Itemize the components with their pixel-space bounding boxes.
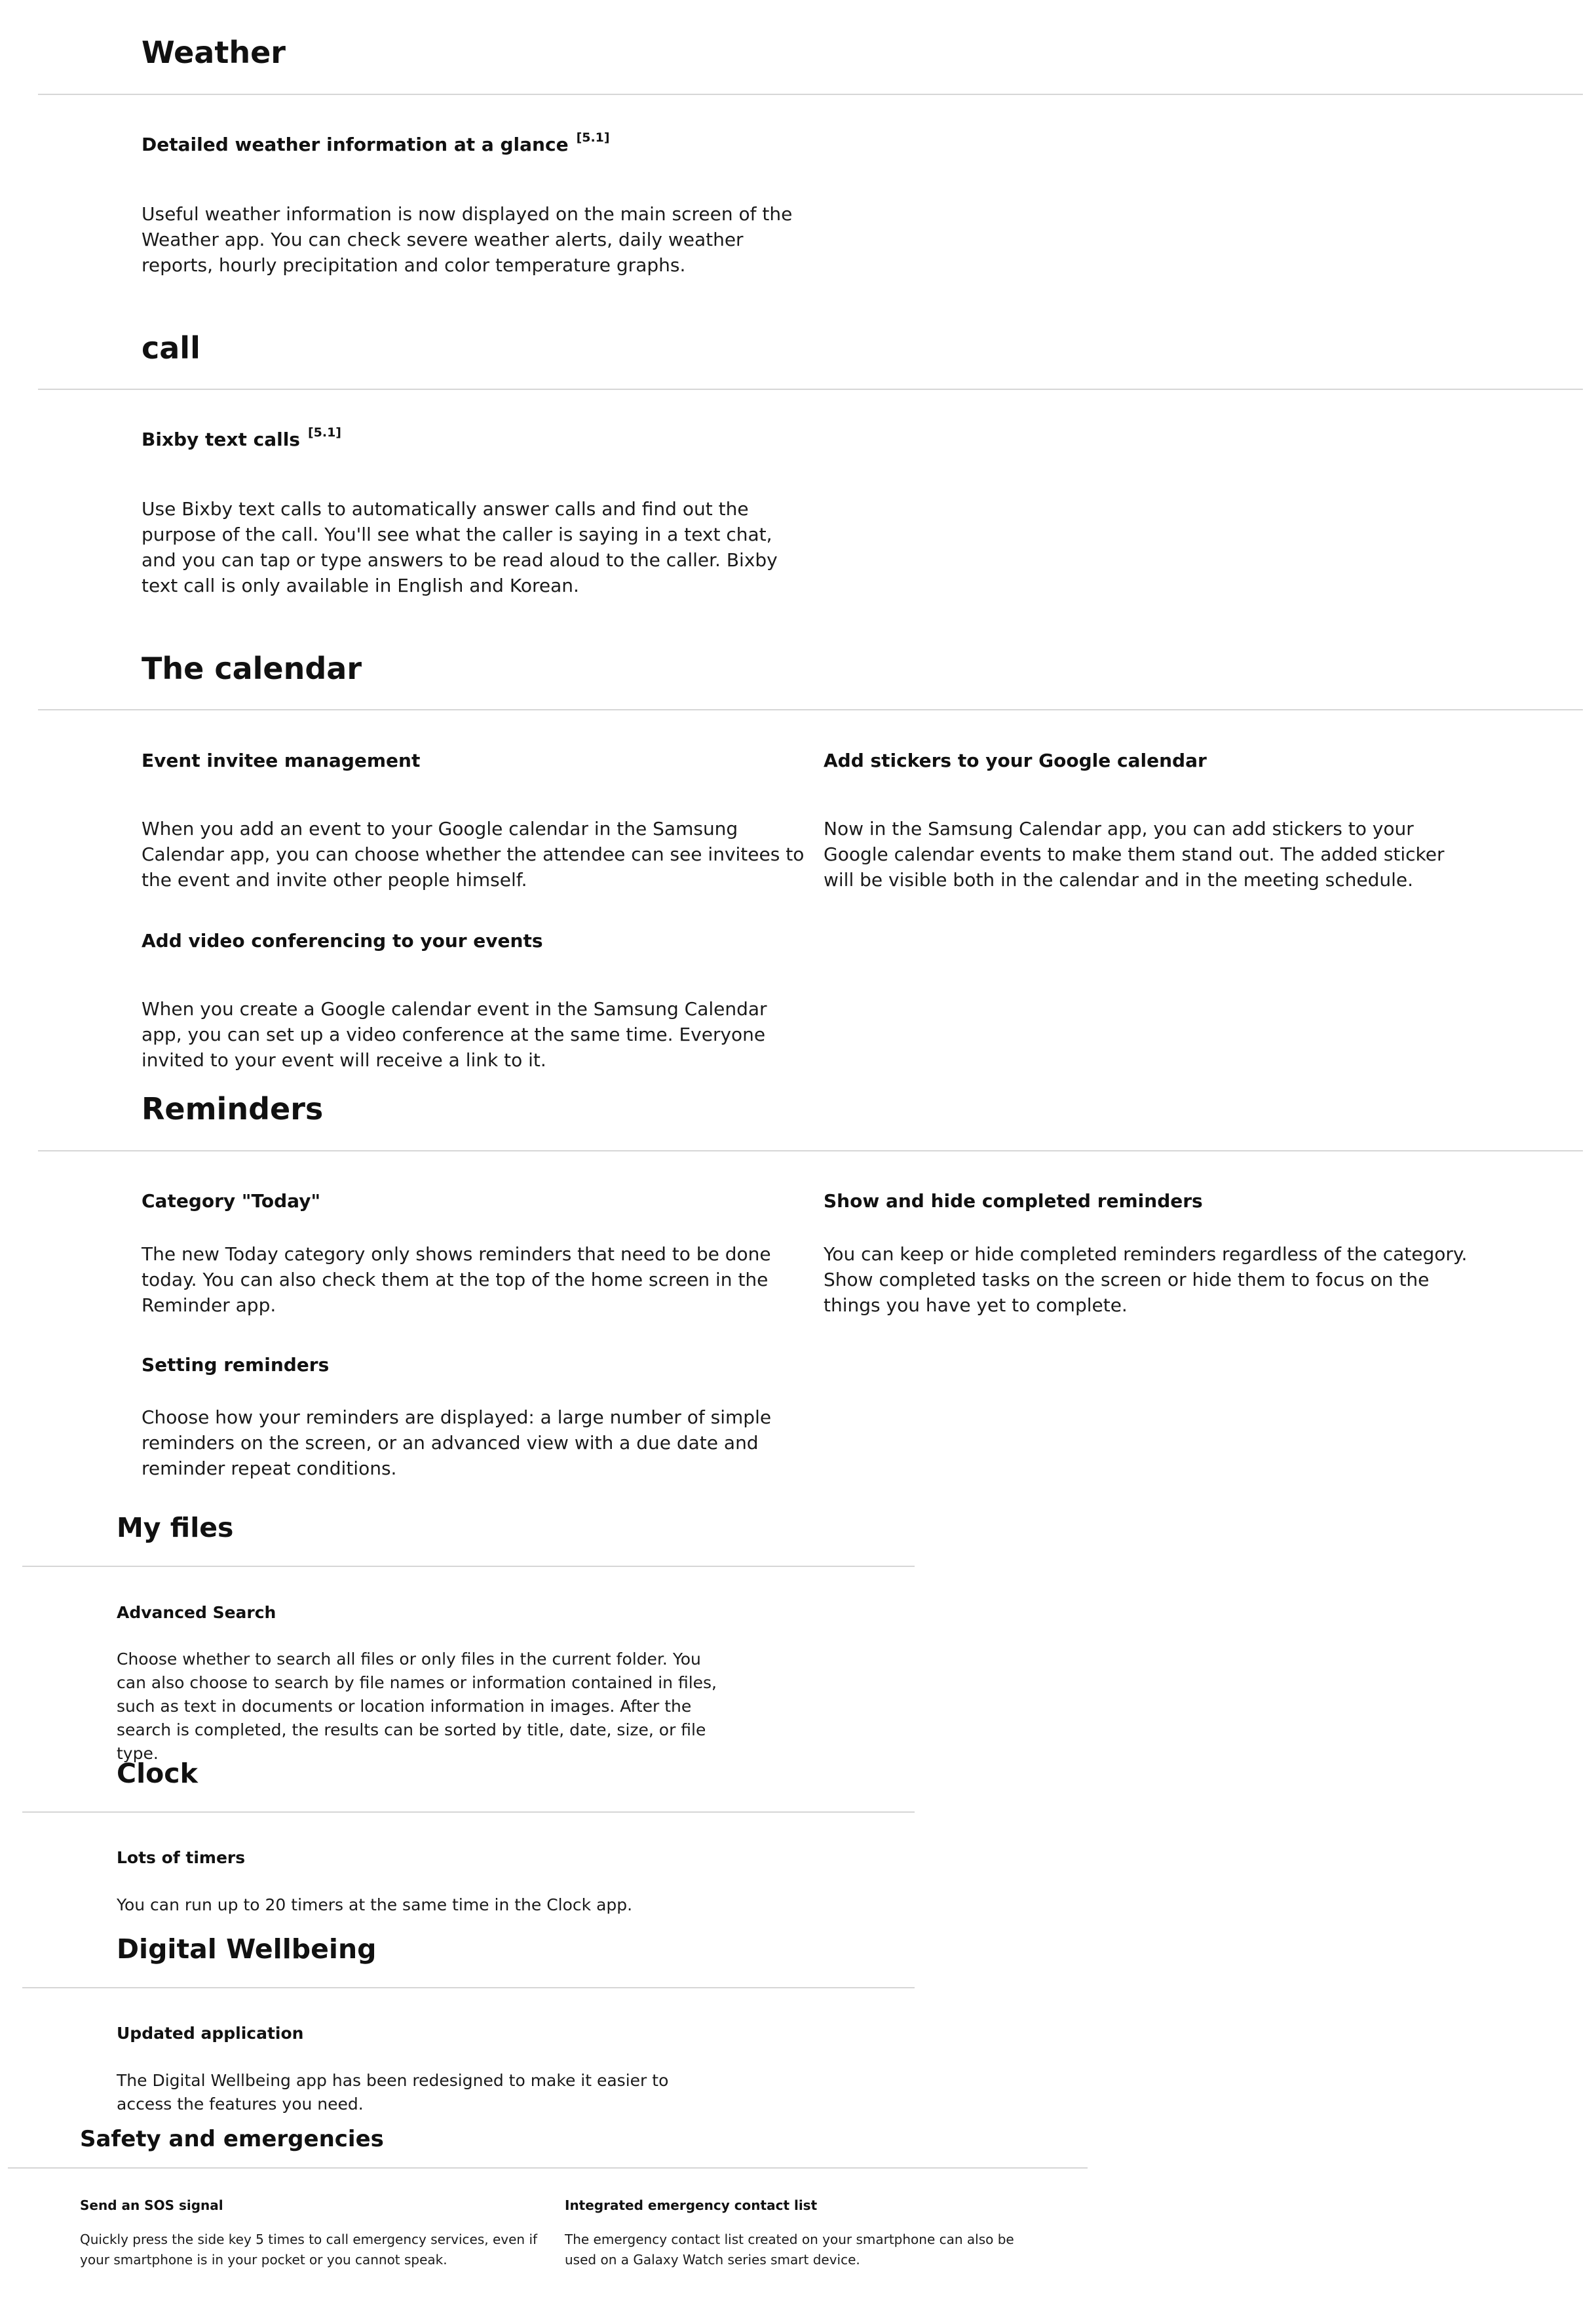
reminders-item-title: Category "Today" [142, 1190, 321, 1212]
section-divider [38, 94, 1583, 95]
version-tag: [5.1] [576, 130, 610, 145]
reminders-item-title: Setting reminders [142, 1354, 330, 1376]
section-divider [22, 1811, 915, 1813]
weather-item-body: Useful weather information is now displayed on the main screen of the Weather app. You can check severe weather alerts, daily weather reports, hourly precipitation and color temperature graphs. [142, 203, 793, 276]
section-divider [38, 389, 1583, 390]
section-heading-digital-wellbeing: Digital Wellbeing [117, 1933, 377, 1965]
section-heading-clock: Clock [117, 1758, 198, 1789]
reminders-item-body: Choose how your reminders are displayed: a large number of simple reminders on the screen, or an advanced view with a due date and reminder repeat conditions. [142, 1406, 772, 1479]
weather-item-title: Detailed weather information at a glance [5.1] [142, 130, 610, 155]
safety-item-body: The emergency contact list created on your smartphone can also be used on a Galaxy Watch series smart device. [565, 2231, 1014, 2268]
reminders-item-body: The new Today category only shows reminders that need to be done today. You can also check them at the top of the home screen in the Reminder app. [142, 1243, 771, 1316]
clock-item-body: You can run up to 20 timers at the same time in the Clock app. [117, 1895, 633, 1914]
section-heading-calendar: The calendar [142, 651, 362, 686]
version-tag: [5.1] [307, 425, 341, 440]
section-divider [38, 709, 1583, 710]
section-divider [8, 2167, 1088, 2169]
wellbeing-item-body: The Digital Wellbeing app has been redesigned to make it easier to access the features you need. [117, 2071, 669, 2114]
section-divider [22, 1566, 915, 1567]
calendar-item-body: When you create a Google calendar event in the Samsung Calendar app, you can set up a video conference at the same time. Everyone invited to your event will receive a link to it. [142, 998, 767, 1071]
safety-item-title: Integrated emergency contact list [565, 2197, 818, 2213]
calendar-item-title: Event invitee management [142, 750, 421, 771]
call-item-body: Use Bixby text calls to automatically answer calls and find out the purpose of the call. You'll see what the caller is saying in a text chat, and you can tap or type answers to be read aloud to the caller. Bixby text call is only available in English and Korean. [142, 498, 778, 596]
myfiles-item-body: Choose whether to search all files or only files in the current folder. You can also choose to search by file names or information contained in files, such as text in documents or location information in images. After the search is completed, the results can be sorted by title, date, size, or file type. [117, 1650, 717, 1763]
safety-item-body: Quickly press the side key 5 times to call emergency services, even if your smartphone is in your pocket or you cannot speak. [80, 2231, 538, 2268]
calendar-item-body: When you add an event to your Google calendar in the Samsung Calendar app, you can choose whether the attendee can see invitees to the event and invite other people himself. [142, 818, 805, 891]
section-divider [22, 1987, 915, 1988]
calendar-item-title: Add video conferencing to your events [142, 930, 543, 952]
call-item-title: Bixby text calls [5.1] [142, 425, 341, 450]
section-heading-weather: Weather [142, 35, 286, 70]
calendar-item-body: Now in the Samsung Calendar app, you can add stickers to your Google calendar events to make them stand out. The added sticker will be visible both in the calendar and in the meeting schedule. [824, 818, 1445, 891]
calendar-item-title: Add stickers to your Google calendar [824, 750, 1207, 771]
reminders-item-title: Show and hide completed reminders [824, 1190, 1203, 1212]
section-heading-reminders: Reminders [142, 1091, 324, 1127]
section-heading-my-files: My files [117, 1512, 234, 1543]
wellbeing-item-title: Updated application [117, 2024, 304, 2043]
myfiles-item-title: Advanced Search [117, 1603, 276, 1622]
section-divider [38, 1150, 1583, 1151]
safety-item-title: Send an SOS signal [80, 2197, 223, 2213]
section-heading-safety: Safety and emergencies [80, 2126, 384, 2152]
reminders-item-body: You can keep or hide completed reminders regardless of the category. Show completed tasks on the screen or hide them to focus on the things you have yet to complete. [824, 1243, 1468, 1316]
section-heading-call: call [142, 330, 200, 366]
clock-item-title: Lots of timers [117, 1848, 246, 1867]
